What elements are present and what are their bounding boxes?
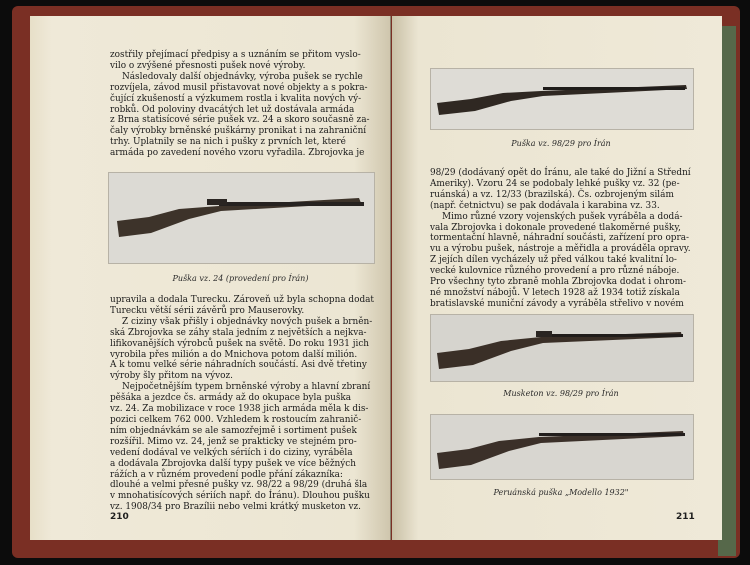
rifle-icon (431, 415, 693, 479)
text-line: pěšáka a jezdce čs. armády až do okupace byla puška (110, 393, 352, 404)
rifle-icon (109, 173, 374, 263)
open-book (12, 6, 740, 558)
photo-caption: Peruánská puška „Modello 1932" (493, 488, 629, 497)
text-line: ská Zbrojovka se záhy stala jedním z největších a nejkva- (110, 327, 367, 338)
text-line: né množství nábojů. V letech 1928 až 1934 totiž získala (430, 287, 680, 298)
text-line: Následovaly další objednávky, výroba pušek se rychle (122, 71, 363, 82)
text-line: Mimo různé vzory vojenských pušek vyráběla a dodá- (442, 211, 683, 222)
text-line: lifikovanějších výrobců pušek na světě. Do roku 1931 jich (110, 338, 370, 349)
text-line: rozšířil. Mimo vz. 24, jenž se prakticky ve stejném pro- (110, 436, 357, 447)
text-line: armáda po zavedení nového vzoru vyřadila. Zbrojovka je (110, 148, 365, 159)
text-line: vala Zbrojovka i dokonale provedené tlakoměrné pušky, (430, 222, 681, 233)
text-line: Pro všechny tyto zbraně mohla Zbrojovka dodat i ohrom- (430, 277, 686, 288)
text-line: výroby šly přitom na vývoz. (110, 371, 233, 382)
left-text-bottom (110, 295, 375, 513)
text-line: čující zkušeností a výzkumem rostla i kvalita nových vý- (110, 93, 362, 104)
text-line: ním objednávkám se ale samozřejmě i sortiment pušek (110, 425, 357, 436)
text-line: ruánská) a vz. 12/33 (brazilská). Čs. ozbrojeným silám (430, 189, 674, 200)
text-line: vilo o zvýšené přesnosti pušek nové výroby. (110, 60, 306, 71)
text-line: Turecku větší sérii závěrů pro Mauserovky. (110, 305, 305, 316)
rifle-icon (431, 315, 693, 381)
text-line: vedení dodával ve velkých sériích i do ciziny, vyráběla (110, 447, 353, 458)
text-line: 98/29 (dodávaný opět do Íránu, ale také do Jižní a Střední (430, 168, 691, 178)
text-line: bratislavské muniční závody a vyráběla střelivo v novém (430, 298, 684, 309)
text-line: robků. Od poloviny dvacátých let už dostávala armáda (110, 104, 355, 115)
right-page (392, 16, 722, 540)
text-line: vecké kulovnice různého provedení a pro různé náboje. (430, 266, 680, 277)
photo-caption: Puška vz. 24 (provedení pro Írán) (172, 274, 309, 283)
text-line: zostřily přejímací předpisy a s uznáním se přitom vyslo- (110, 50, 361, 60)
text-line: pozici celkem 762 000. Vzhledem k rostoucím zahranič- (110, 414, 362, 425)
right-text (430, 168, 694, 310)
rifle-icon (431, 69, 693, 129)
rifle-photo-98-29 (430, 68, 694, 130)
text-line: A k tomu velké série náhradních součástí. Asi dvě třetiny (110, 360, 367, 371)
text-line: Z jejích dílen vycházely už před válkou také kvalitní lo- (430, 255, 677, 266)
text-line: tormentační hlavně, náhradní součásti, zařízení pro opra- (430, 233, 689, 244)
text-line: čaly výrobky brněnské puškárny pronikat i na zahraniční (110, 126, 367, 137)
left-text-top (110, 50, 375, 159)
photo-caption: Musketon vz. 98/29 pro Írán (503, 389, 619, 398)
text-line: Nejpočetnějším typem brněnské výroby a hlavní zbraní (122, 382, 371, 393)
text-line: vu a výrobu pušek, nástroje a měřidla a prováděla opravy. (430, 244, 691, 255)
text-line: vz. 24. Za mobilizace v roce 1938 jich armáda měla k dis- (110, 404, 369, 415)
text-line: a dodávala Zbrojovka další typy pušek ve více běžných (110, 458, 356, 469)
text-line: dlouhé a velmi přesné pušky vz. 98/22 a 98/29 (druhá šla (110, 480, 368, 491)
peruvian-rifle-photo (430, 414, 694, 480)
page-number: 211 (676, 512, 695, 522)
text-line: trhy. Uplatnily se na nich i pušky z prvních let, které (110, 137, 346, 148)
text-line: rozvíjela, závod musil přistavovat nové objekty a s pokra- (110, 82, 368, 93)
text-line: vyrobila přes milión a do Mnichova potom další milión. (110, 349, 358, 360)
text-line: rážích a v různém provedení podle přání zákazníka: (110, 469, 343, 480)
text-line: vz. 1908/34 pro Brazílii nebo velmi krátký musketon vz. (110, 502, 361, 513)
text-line: z Brna statisícové série pušek vz. 24 a skoro současně za- (110, 115, 370, 126)
text-line: (např. četnictvu) se pak dodávala i karabina vz. 33. (430, 200, 660, 211)
musketon-photo (430, 314, 694, 382)
text-line: Ameriky). Vzoru 24 se podobaly lehké pušky vz. 32 (pe- (430, 178, 680, 189)
page-number: 210 (110, 512, 129, 522)
rifle-photo-vz24 (108, 172, 375, 264)
text-line: upravila a dodala Turecku. Zároveň už byla schopna dodat (110, 295, 374, 305)
left-page (30, 16, 391, 540)
photo-caption: Puška vz. 98/29 pro Írán (511, 139, 611, 148)
text-line: Z ciziny však přišly i objednávky nových pušek a brněn- (122, 316, 373, 327)
text-line: v mnohatisícových sériích např. do Íránu). Dlouhou pušku (110, 491, 370, 502)
